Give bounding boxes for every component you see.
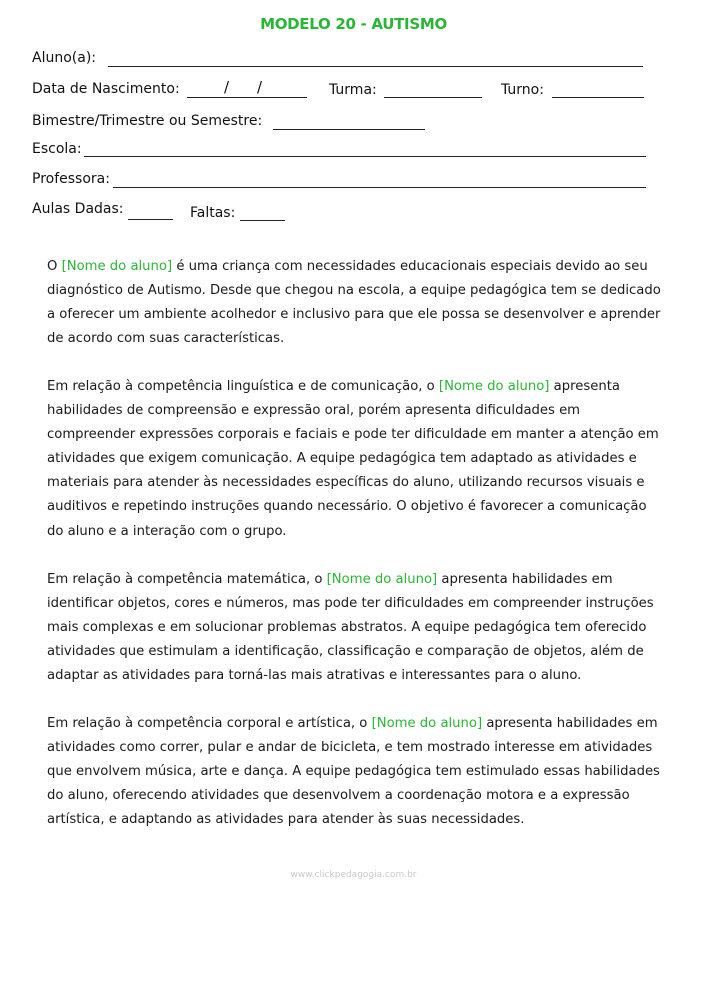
paragraph-text: O (47, 259, 62, 274)
footer-url: www.clickpedagogia.com.br (290, 870, 417, 880)
paragraph-text: apresenta habilidades em atividades como correr, pular e andar de bicicleta, e tem mostrado interesse em atividades que envolvem música, arte e dança. A equipe pedagógica tem estimulado essas habilidades do aluno, oferecendo atividades que desenvolvem a coordenação motora e a expressão artística, e adaptando as atividades para atender às suas necessidades. (47, 716, 660, 828)
professora-field[interactable] (113, 187, 646, 188)
nascimento-label: Data de Nascimento: (32, 81, 180, 97)
student-name-placeholder: [Nome do aluno] (371, 716, 483, 731)
date-separator-2: / (257, 78, 263, 96)
student-name-placeholder: [Nome do aluno] (438, 379, 550, 394)
paragraph-linguistica (47, 375, 667, 544)
aluno-label: Aluno(a): (32, 50, 96, 66)
student-name-placeholder: [Nome do aluno] (326, 572, 438, 587)
paragraph-text: Em relação à competência corporal e artística, o (47, 716, 372, 731)
professora-label: Professora: (32, 171, 110, 187)
paragraph-text: apresenta habilidades em identificar objetos, cores e números, mas pode ter dificuldades em compreender instruções mais complexas e em solucionar problemas abstratos. A equipe pedagógica tem oferecido atividades que estimulam a identificação, classificação e comparação de objetos, além de adaptar as atividades para torná-las mais atrativas e interessantes para o aluno. (47, 572, 654, 684)
bimestre-label: Bimestre/Trimestre ou Semestre: (32, 113, 263, 129)
aulas-dadas-label: Aulas Dadas: (32, 201, 124, 217)
escola-label: Escola: (32, 141, 82, 157)
aulas-dadas-field[interactable] (128, 219, 173, 220)
aluno-field[interactable] (108, 66, 643, 67)
date-separator-1: / (224, 78, 230, 96)
nascimento-field[interactable] (187, 97, 307, 98)
turma-label: Turma: (329, 82, 377, 98)
student-name-placeholder: [Nome do aluno] (61, 259, 173, 274)
paragraph-text: Em relação à competência linguística e de comunicação, o (47, 379, 439, 394)
faltas-label: Faltas: (190, 205, 236, 221)
paragraph-text: Em relação à competência matemática, o (47, 572, 327, 587)
paragraph-corporal (47, 712, 667, 832)
paragraph-text: é uma criança com necessidades educacionais especiais devido ao seu diagnóstico de Autismo. Desde que chegou na escola, a equipe pedagógica tem se dedicado a oferecer um ambiente acolhedor e inclusivo para que ele possa se desenvolver e aprender de acordo com suas características. (47, 259, 661, 347)
bimestre-field[interactable] (273, 129, 425, 130)
turno-field[interactable] (552, 97, 644, 98)
turma-field[interactable] (384, 97, 482, 98)
faltas-field[interactable] (240, 220, 285, 221)
turno-label: Turno: (501, 82, 544, 98)
paragraph-text: apresenta habilidades de compreensão e expressão oral, porém apresenta dificuldades em compreender expressões corporais e faciais e pode ter dificuldade em manter a atenção em atividades que exigem comunicação. A equipe pedagógica tem adaptado as atividades e materiais para atender às necessidades específicas do aluno, utilizando recursos visuais e auditivos e repetindo instruções quando necessário. O objetivo é favorecer a comunicação do aluno e a interação com o grupo. (47, 379, 659, 539)
paragraph-intro (47, 255, 667, 351)
page-title: MODELO 20 - AUTISMO (260, 15, 447, 33)
escola-field[interactable] (84, 156, 646, 157)
paragraph-matematica (47, 568, 667, 688)
